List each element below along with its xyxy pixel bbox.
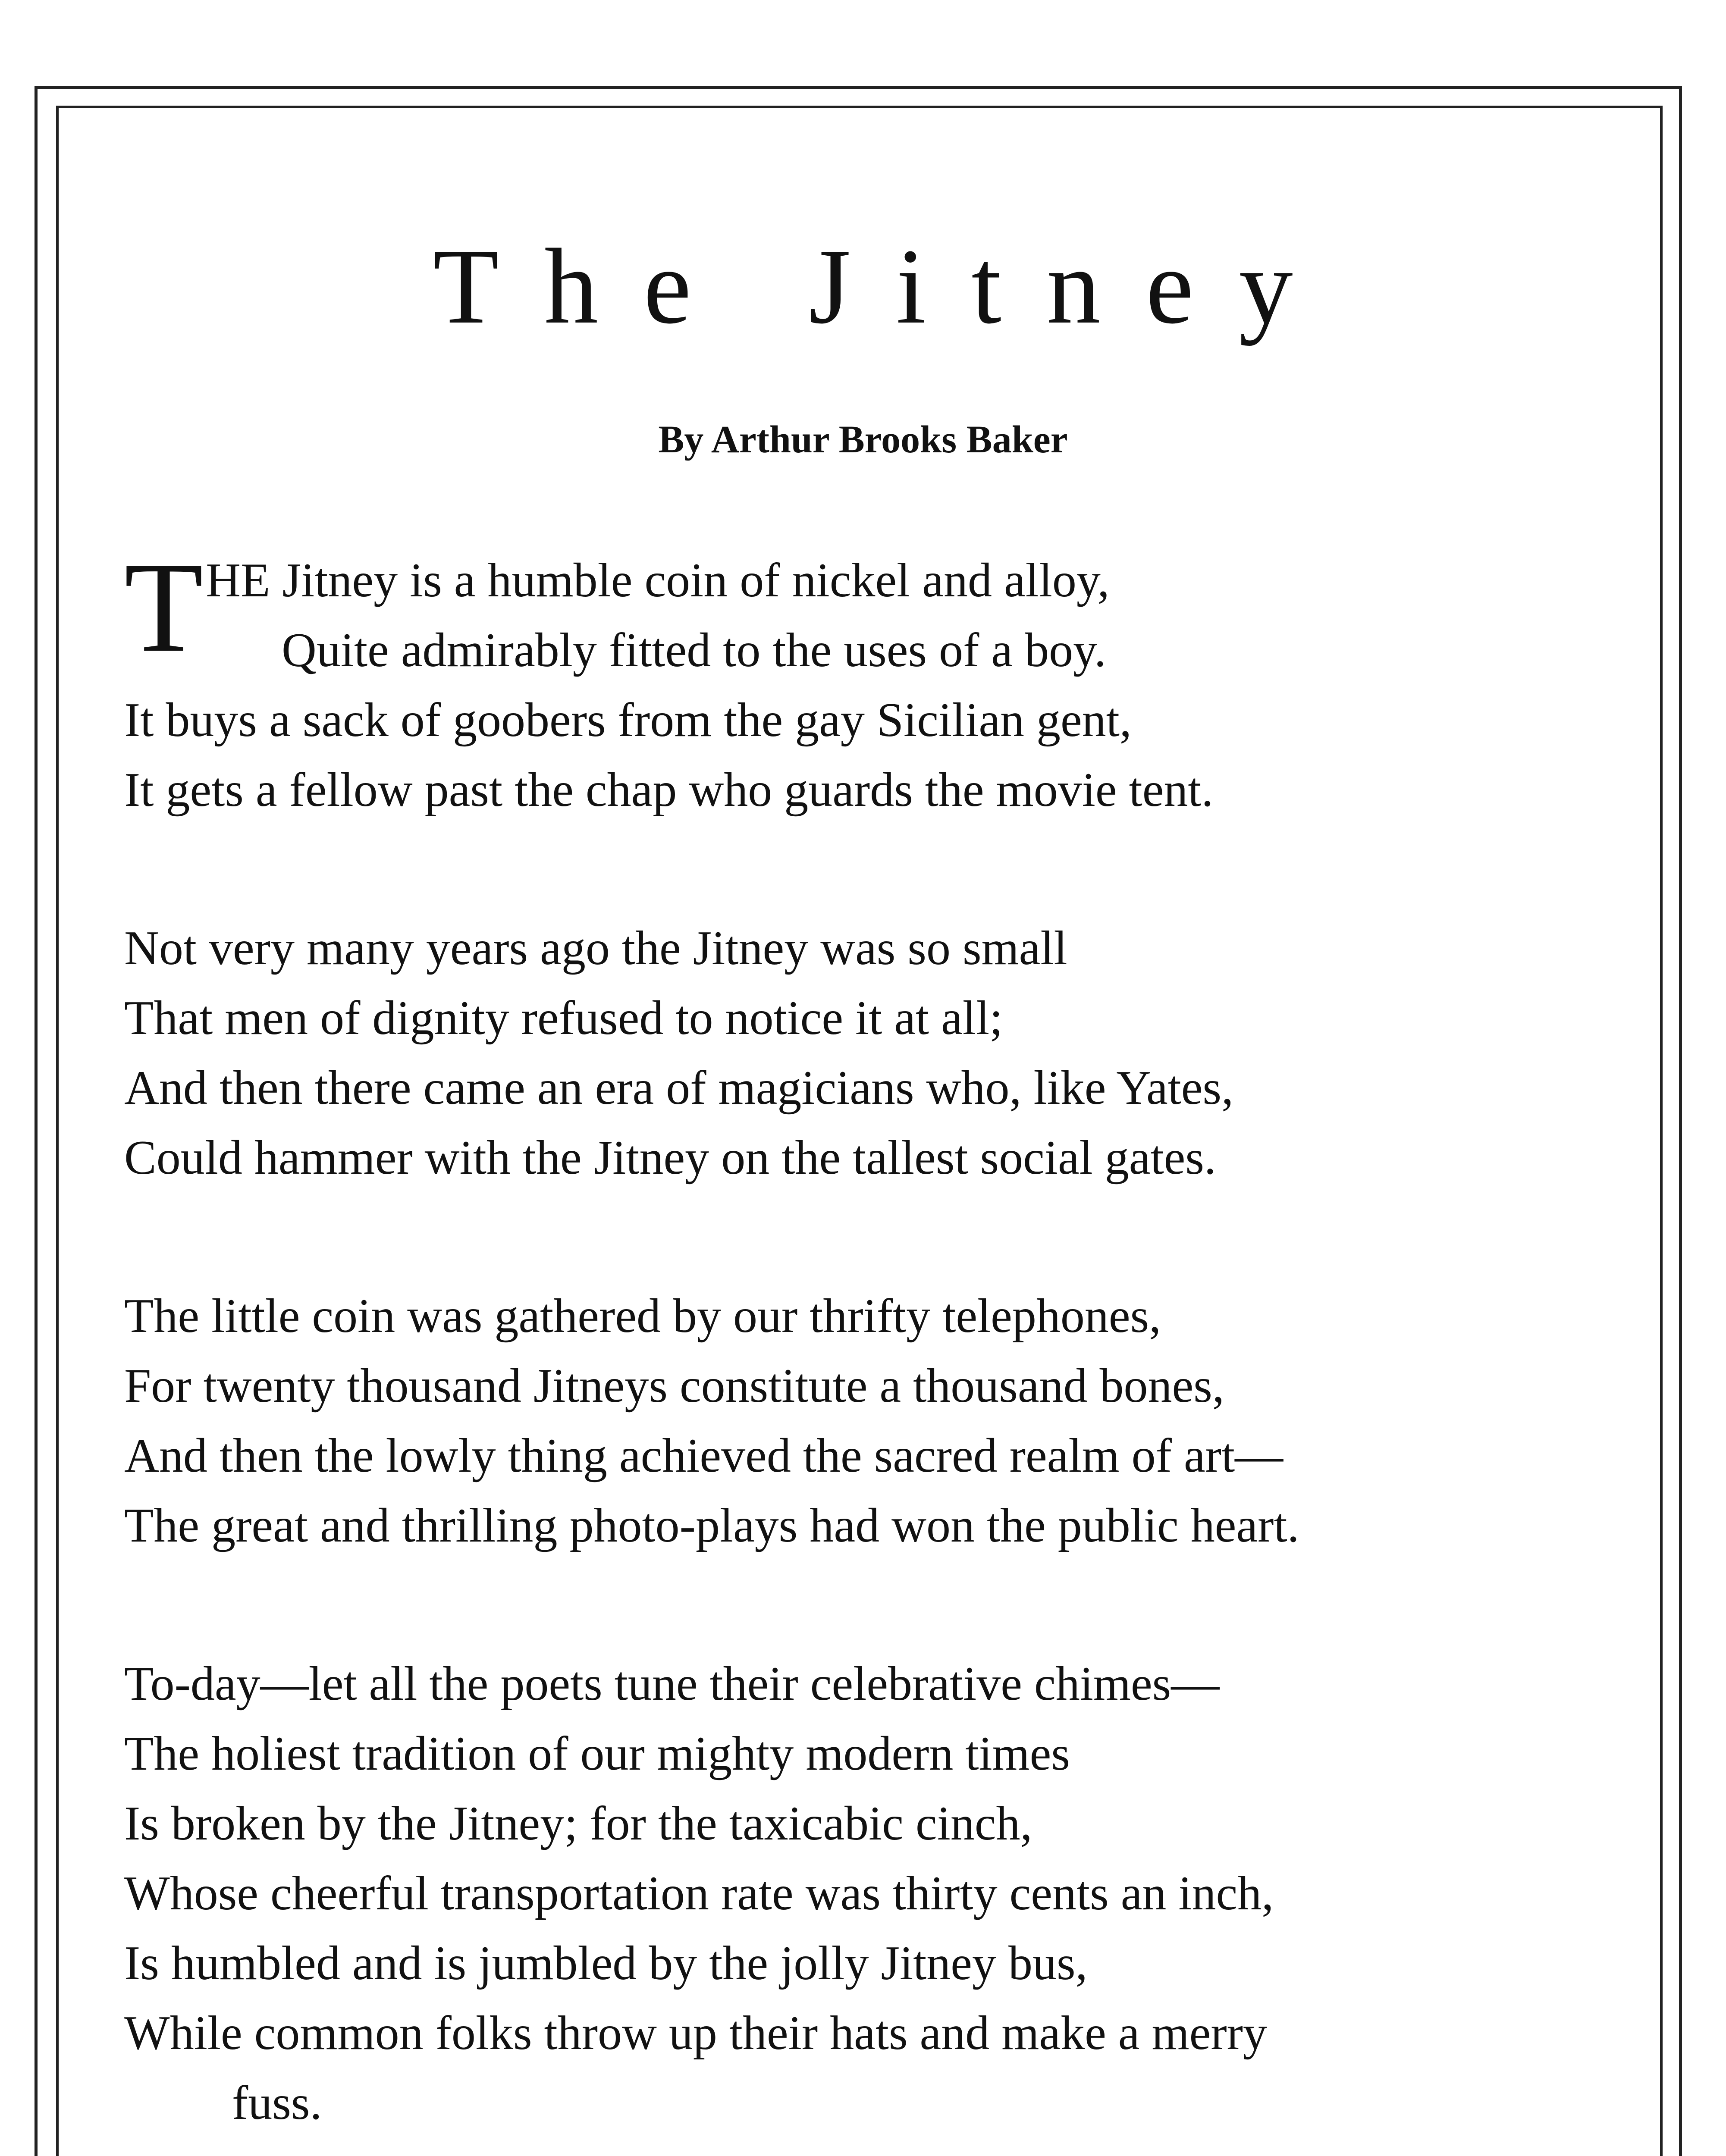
stanza-1 [124, 536, 1621, 825]
poem-byline: By Arthur Brooks Baker [658, 418, 1068, 461]
poem-line: Is broken by the Jitney; for the taxicabic cinch, [124, 1797, 1032, 1850]
poem-line: Could hammer with the Jitney on the tallest social gates. [124, 1131, 1216, 1185]
poem-line: It buys a sack of goobers from the gay Sicilian gent, [124, 693, 1132, 747]
stanza-4 [124, 1649, 1621, 2138]
drop-cap: T [124, 536, 204, 679]
poem-line: HE Jitney is a humble coin of nickel and alloy, [206, 554, 1110, 607]
stanza-2 [124, 913, 1621, 1193]
poem-line: Quite admirably fitted to the uses of a boy. [282, 624, 1106, 677]
poem-line: While common folks throw up their hats and make a merry [124, 2006, 1267, 2060]
poem-line: The holiest tradition of our mighty modern times [124, 1727, 1070, 1780]
poem-body [124, 536, 1621, 2156]
poem-line: For twenty thousand Jitneys constitute a thousand bones, [124, 1359, 1224, 1413]
poem-line: The great and thrilling photo-plays had won the public heart. [124, 1499, 1299, 1552]
poem-line: And then there came an era of magicians who, like Yates, [124, 1061, 1234, 1115]
poem-line: And then the lowly thing achieved the sacred realm of art— [124, 1429, 1284, 1482]
poem-line: It gets a fellow past the chap who guards the movie tent. [124, 763, 1214, 817]
poem-line: Whose cheerful transportation rate was thirty cents an inch, [124, 1867, 1274, 1920]
stanza-3 [124, 1281, 1621, 1561]
poem-line: To-day—let all the poets tune their celebrative chimes— [124, 1657, 1220, 1711]
poem-line: That men of dignity refused to notice it at all; [124, 991, 1003, 1045]
poem-line: Not very many years ago the Jitney was so small [124, 921, 1067, 975]
poem-line: The little coin was gathered by our thrifty telephones, [124, 1289, 1161, 1343]
poem-title: The Jitney [433, 227, 1338, 346]
poem-line: Is humbled and is jumbled by the jolly Jitney bus, [124, 1937, 1088, 1990]
poem-line: fuss. [232, 2076, 322, 2130]
